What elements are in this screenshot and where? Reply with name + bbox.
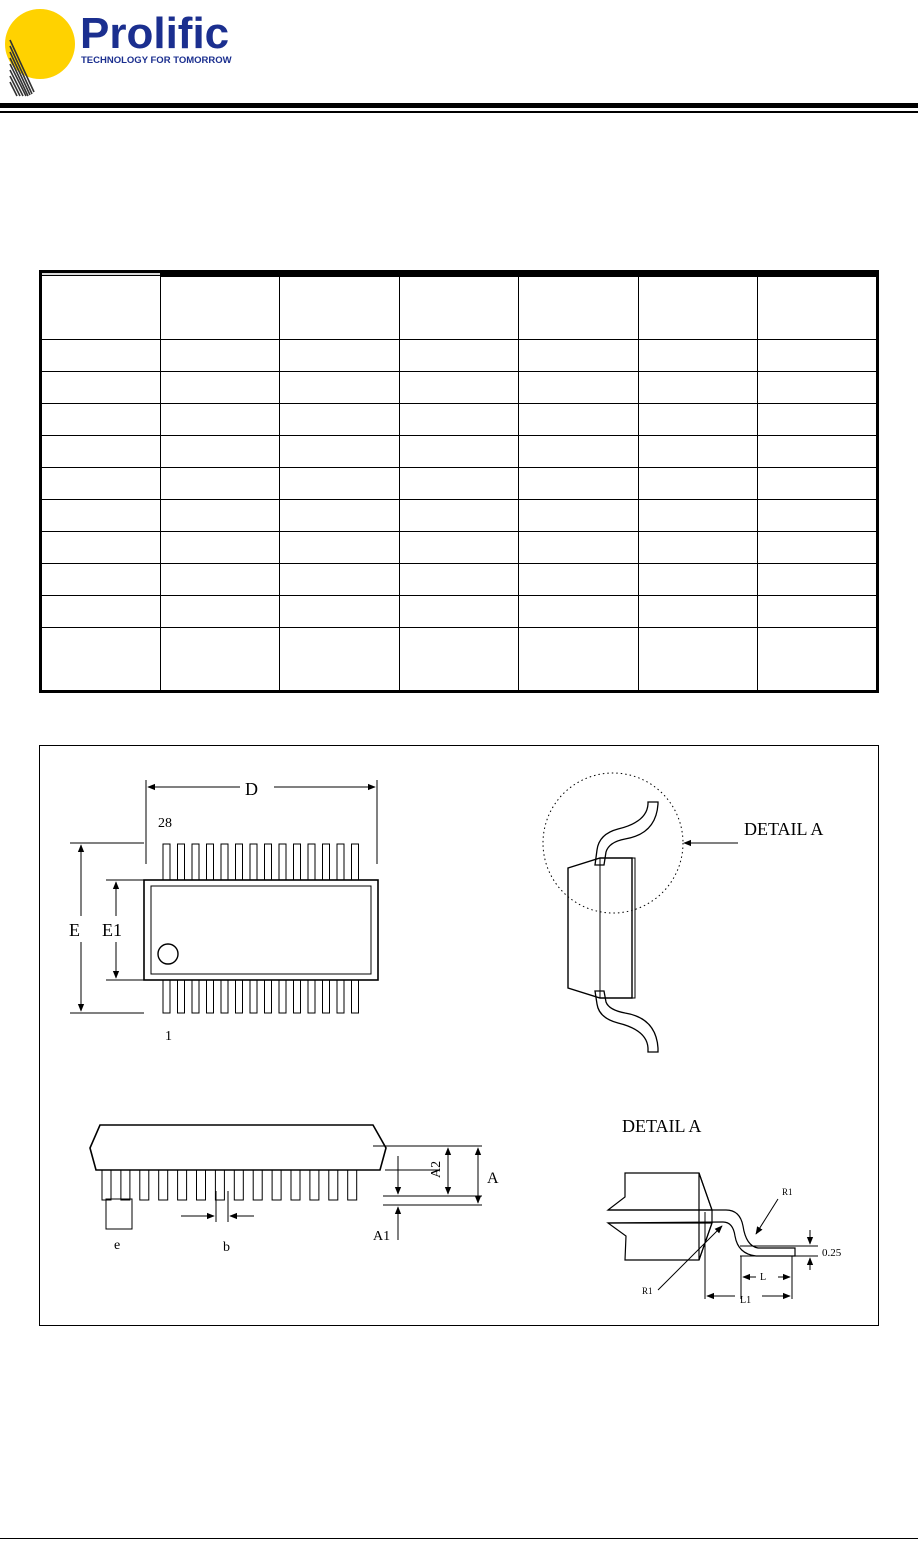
lead-upper [279,844,286,880]
table-cell [638,436,758,468]
lead-upper [178,844,185,880]
table-cell [399,436,519,468]
table-cell [519,340,639,372]
lead-lower [323,980,330,1013]
table-cell [519,532,639,564]
lead-upper [352,844,359,880]
table-cell [41,564,161,596]
table-cell [638,532,758,564]
table-row [41,628,878,692]
label-r1-top: R1 [782,1187,793,1197]
label-r1-bottom: R1 [642,1286,653,1296]
table-cell [519,596,639,628]
table-cell [160,532,280,564]
table-cell [399,468,519,500]
table-row [41,532,878,564]
front-view [90,1125,482,1240]
table-cell [160,596,280,628]
table-cell [280,436,400,468]
lead-front [215,1170,224,1200]
table-cell [638,628,758,692]
table-cell [160,340,280,372]
lead-front [197,1170,206,1200]
lead-pitch-e-marker [106,1199,132,1229]
table-cell [399,276,519,340]
table-cell [160,500,280,532]
lead-front [291,1170,300,1200]
top-view [70,780,378,1013]
table-cell [280,564,400,596]
table-cell [399,564,519,596]
end-view [543,773,738,1052]
lead-upper [192,844,199,880]
lead-lower [178,980,185,1013]
table-cell [758,628,878,692]
label-b: b [223,1240,230,1255]
label-a: A [487,1170,499,1187]
table-cell [41,628,161,692]
table-cell [758,404,878,436]
lead-lower [265,980,272,1013]
package-outline-drawing [40,746,878,1325]
lead-upper [207,844,214,880]
lead-lower [279,980,286,1013]
table-row [41,468,878,500]
table-cell [280,372,400,404]
package-drawing-frame [39,745,879,1326]
lead-lower [250,980,257,1013]
label-pin1: 1 [165,1029,172,1044]
table-cell [758,532,878,564]
lead-front [329,1170,338,1200]
table-cell [638,564,758,596]
table-row [41,436,878,468]
detail-a-r1-leader-bottom [658,1226,722,1290]
table-cell [758,564,878,596]
label-pin28: 28 [158,816,172,831]
lead-lower [207,980,214,1013]
table-cell [280,276,400,340]
top-view-body-inner [151,886,371,974]
table-row [41,372,878,404]
table-cell [399,372,519,404]
label-d: D [245,779,258,799]
table-cell [399,596,519,628]
label-e1: E1 [102,920,122,940]
table-cell [758,500,878,532]
table-cell [399,340,519,372]
lead-upper [163,844,170,880]
table-cell [41,340,161,372]
detail-a-body-lower [608,1223,712,1260]
label-l1: L1 [740,1295,752,1306]
table-cell [519,276,639,340]
table-cell [280,628,400,692]
table-cell [160,276,280,340]
table-cell [638,596,758,628]
lead-upper [250,844,257,880]
table-cell [638,404,758,436]
table-cell [758,276,878,340]
table-cell [638,468,758,500]
table-cell [758,436,878,468]
table-row [41,596,878,628]
table-row [41,340,878,372]
label-e-pitch: e [114,1238,121,1253]
table-cell [519,436,639,468]
lead-front [272,1170,281,1200]
lead-lower [236,980,243,1013]
header-rule-thick [0,103,918,108]
table-cell [638,340,758,372]
table-cell [638,276,758,340]
table-cell [280,404,400,436]
lead-lower [192,980,199,1013]
top-view-leads-lower [163,980,359,1013]
end-view-lead-upper [595,802,658,865]
lead-front [253,1170,262,1200]
table-cell [638,372,758,404]
table-cell [41,404,161,436]
table-row [41,500,878,532]
detail-a-r1-leader-top [756,1199,778,1234]
end-view-body-right [600,858,635,998]
table-cell [280,596,400,628]
table-cell [758,340,878,372]
top-view-body-outer [144,880,378,980]
lead-upper [221,844,228,880]
table-cell [160,372,280,404]
table-cell [399,500,519,532]
lead-front [140,1170,149,1200]
table-cell [280,468,400,500]
package-dimensions-table [39,270,879,693]
lead-front [121,1170,130,1200]
front-view-body [90,1125,386,1170]
label-gauge-025: 0.25 [822,1247,842,1259]
table-row [41,404,878,436]
table-cell [399,404,519,436]
end-view-lead-lower [595,991,658,1052]
table-cell [280,340,400,372]
lead-lower [337,980,344,1013]
table-cell [160,436,280,468]
lead-front [348,1170,357,1200]
table-cell [519,500,639,532]
table-cell [160,468,280,500]
lead-lower [221,980,228,1013]
pin1-marker [158,944,178,964]
table-cell [41,436,161,468]
lead-lower [294,980,301,1013]
prolific-logo [0,0,260,100]
table-cell [758,372,878,404]
label-detail-a-title: DETAIL A [622,1116,702,1136]
lead-lower [352,980,359,1013]
lead-front [178,1170,187,1200]
lead-upper [308,844,315,880]
lead-upper [265,844,272,880]
table-cell [280,500,400,532]
label-a2: A2 [429,1160,444,1178]
table-cell [519,404,639,436]
label-detail-a-callout: DETAIL A [744,819,824,839]
lead-upper [323,844,330,880]
table-cell [160,564,280,596]
header-rule-thin [0,111,918,113]
table-cell [519,628,639,692]
table-cell [41,276,161,340]
table-cell [758,468,878,500]
top-view-leads-upper [163,844,359,880]
table-cell [41,372,161,404]
table-cell [160,628,280,692]
lead-upper [337,844,344,880]
lead-upper [236,844,243,880]
table-cell [758,596,878,628]
table-cell [399,532,519,564]
brand-name: Prolific [80,9,230,58]
lead-front [234,1170,243,1200]
table-cell [519,372,639,404]
lead-front [102,1170,111,1200]
label-l: L [760,1272,767,1283]
lead-upper [294,844,301,880]
detail-a-body-upper [608,1173,712,1210]
table-cell [638,500,758,532]
table-cell [41,500,161,532]
table-cell [41,596,161,628]
table-cell [41,532,161,564]
table-body [41,276,878,692]
front-view-leads [102,1170,357,1200]
table-cell [519,564,639,596]
lead-lower [163,980,170,1013]
label-e: E [69,920,80,940]
table-row [41,564,878,596]
lead-front [159,1170,168,1200]
footer-rule [0,1538,918,1539]
lead-front [310,1170,319,1200]
table-cell [280,532,400,564]
table-row [41,276,878,340]
brand-tagline: TECHNOLOGY FOR TOMORROW [81,55,232,66]
table-cell [41,468,161,500]
lead-lower [308,980,315,1013]
table-cell [160,404,280,436]
label-a1: A1 [373,1229,391,1244]
table-cell [399,628,519,692]
table-cell [519,468,639,500]
